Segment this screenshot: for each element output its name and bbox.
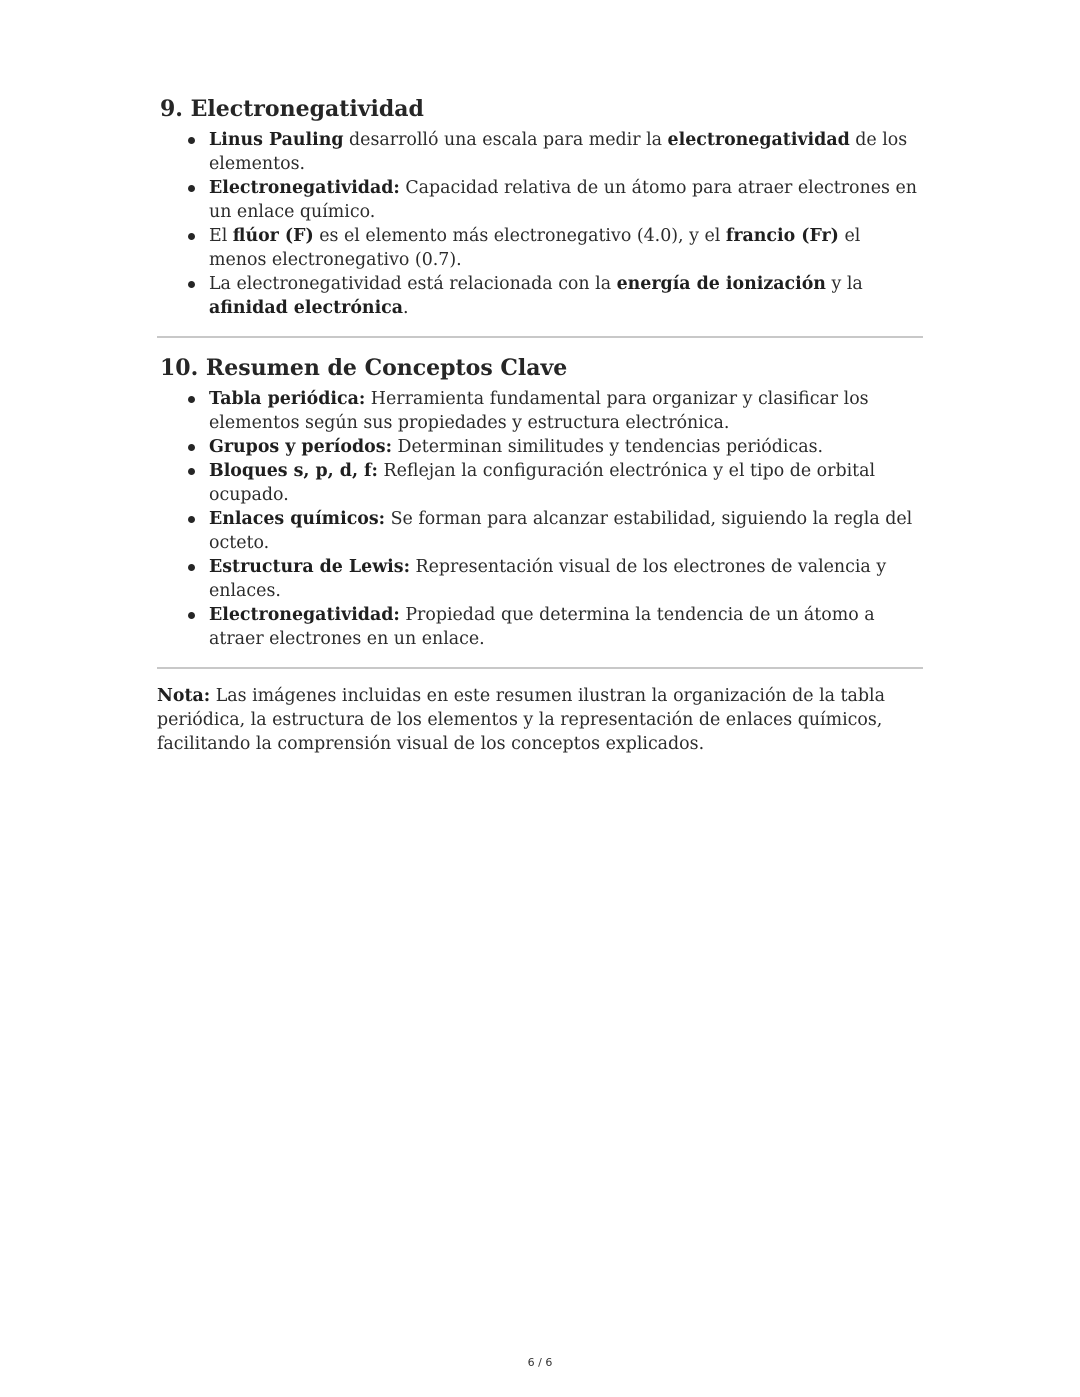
list-item: El flúor (F) es el elemento más electronegativo (4.0), y el francio (Fr) el menos electronegativo (0.7). [209,224,923,272]
note-paragraph [157,684,923,756]
document-body [157,94,923,756]
list-item: Estructura de Lewis: Representación visual de los electrones de valencia y enlaces. [209,555,923,603]
page-number: 6 / 6 [527,1356,553,1369]
list-item: Electronegatividad: Propiedad que determina la tendencia de un átomo a atraer electrones en un enlace. [209,603,923,651]
horizontal-rule [157,336,923,338]
list-item: Linus Pauling desarrolló una escala para medir la electronegatividad de los elementos. [209,128,923,176]
list-item: Electronegatividad: Capacidad relativa de un átomo para atraer electrones en un enlace químico. [209,176,923,224]
list-item: Bloques s, p, d, f: Reflejan la configuración electrónica y el tipo de orbital ocupado. [209,459,923,507]
list-item: Grupos y períodos: Determinan similitudes y tendencias periódicas. [209,435,923,459]
section-10-list [157,387,923,651]
note-label: Nota: [157,686,211,706]
section-9-list [157,128,923,320]
list-item: Tabla periódica: Herramienta fundamental para organizar y clasificar los elementos según sus propiedades y estructura electrónica. [209,387,923,435]
horizontal-rule [157,667,923,669]
section-9-heading: 9. Electronegatividad [160,96,424,122]
list-item: Enlaces químicos: Se forman para alcanzar estabilidad, siguiendo la regla del octeto. [209,507,923,555]
list-item: La electronegatividad está relacionada con la energía de ionización y la afinidad electrónica. [209,272,923,320]
section-10-heading: 10. Resumen de Conceptos Clave [160,355,568,381]
note-text: Las imágenes incluidas en este resumen ilustran la organización de la tabla periódica, la estructura de los elementos y la representación de enlaces químicos, facilitando la comprensión visual de los conceptos explicados. [157,686,885,754]
